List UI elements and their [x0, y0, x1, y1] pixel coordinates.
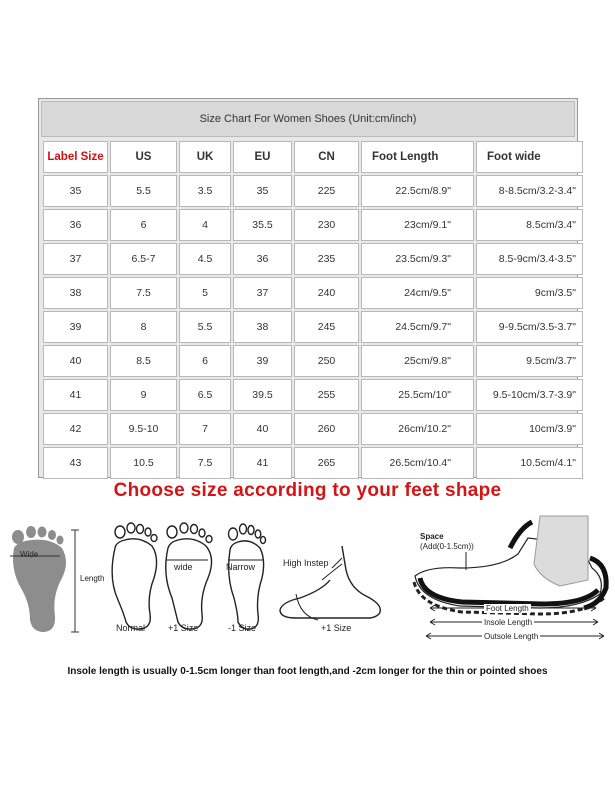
table-cell: 9cm/3.5"	[476, 277, 583, 309]
size-chart	[38, 98, 578, 478]
table-cell: 5.5	[179, 311, 231, 343]
table-cell: 8.5-9cm/3.4-3.5"	[476, 243, 583, 275]
high-instep-size-label: +1 Size	[321, 623, 352, 633]
table-cell: 250	[294, 345, 359, 377]
outsole-length-label: Outsole Length	[484, 632, 539, 641]
space-range-label: (Add(0-1.5cm))	[420, 542, 474, 551]
table-cell: 230	[294, 209, 359, 241]
table-cell: 35.5	[233, 209, 292, 241]
table-cell: 240	[294, 277, 359, 309]
foot-illustrations	[0, 508, 615, 643]
foot-length-label: Foot Length	[486, 604, 529, 613]
column-header: EU	[233, 141, 292, 173]
table-row	[43, 277, 583, 309]
wide-foot-label: wide	[174, 562, 193, 572]
column-header: Foot wide	[476, 141, 583, 173]
table-cell: 3.5	[179, 175, 231, 207]
narrow-foot-label: Narrow	[226, 562, 256, 572]
shoe-cross-section-icon	[414, 516, 606, 614]
insole-length-label: Insole Length	[484, 618, 533, 627]
table-cell: 36	[43, 209, 108, 241]
table-cell: 265	[294, 447, 359, 479]
table-cell: 40	[43, 345, 108, 377]
size-table	[41, 139, 585, 481]
table-cell: 38	[233, 311, 292, 343]
table-cell: 5.5	[110, 175, 177, 207]
table-cell: 8.5	[110, 345, 177, 377]
normal-label: Normal	[116, 623, 146, 633]
table-row	[43, 379, 583, 411]
table-cell: 10cm/3.9"	[476, 413, 583, 445]
table-cell: 10.5cm/4.1"	[476, 447, 583, 479]
table-cell: 7.5	[179, 447, 231, 479]
table-cell: 6.5	[179, 379, 231, 411]
table-cell: 35	[43, 175, 108, 207]
table-cell: 9.5-10	[110, 413, 177, 445]
table-cell: 24cm/9.5"	[361, 277, 474, 309]
table-row	[43, 243, 583, 275]
column-header: Label Size	[43, 141, 108, 173]
table-row	[43, 209, 583, 241]
table-cell: 7.5	[110, 277, 177, 309]
table-cell: 37	[233, 277, 292, 309]
table-row	[43, 175, 583, 207]
table-row	[43, 345, 583, 377]
table-cell: 260	[294, 413, 359, 445]
table-cell: 9.5-10cm/3.7-3.9"	[476, 379, 583, 411]
table-cell: 25.5cm/10"	[361, 379, 474, 411]
table-row	[43, 447, 583, 479]
table-cell: 26.5cm/10.4"	[361, 447, 474, 479]
choose-size-heading: Choose size according to your feet shape	[113, 480, 502, 501]
normal-foot-icon	[112, 523, 157, 629]
table-cell: 22.5cm/8.9"	[361, 175, 474, 207]
table-cell: 5	[179, 277, 231, 309]
table-cell: 23.5cm/9.3"	[361, 243, 474, 275]
column-header: CN	[294, 141, 359, 173]
table-cell: 42	[43, 413, 108, 445]
column-header: US	[110, 141, 177, 173]
table-cell: 41	[43, 379, 108, 411]
table-cell: 6	[110, 209, 177, 241]
table-cell: 6.5-7	[110, 243, 177, 275]
table-cell: 8	[110, 311, 177, 343]
table-cell: 39.5	[233, 379, 292, 411]
table-cell: 36	[233, 243, 292, 275]
plus-one-size-label: +1 Size	[168, 623, 199, 633]
table-cell: 235	[294, 243, 359, 275]
table-cell: 4.5	[179, 243, 231, 275]
sole-icon	[12, 526, 66, 632]
column-header: UK	[179, 141, 231, 173]
table-header-row	[43, 141, 583, 173]
table-cell: 24.5cm/9.7"	[361, 311, 474, 343]
table-cell: 225	[294, 175, 359, 207]
table-cell: 43	[43, 447, 108, 479]
insole-note: Insole length is usually 0-1.5cm longer than foot length,and -2cm longer for the thin or pointed shoes	[67, 666, 548, 677]
table-cell: 35	[233, 175, 292, 207]
table-cell: 8.5cm/3.4"	[476, 209, 583, 241]
table-cell: 9.5cm/3.7"	[476, 345, 583, 377]
table-cell: 6	[179, 345, 231, 377]
table-cell: 8-8.5cm/3.2-3.4"	[476, 175, 583, 207]
table-cell: 9-9.5cm/3.5-3.7"	[476, 311, 583, 343]
table-row	[43, 413, 583, 445]
table-cell: 23cm/9.1"	[361, 209, 474, 241]
high-instep-label: High Instep	[283, 558, 329, 568]
table-cell: 26cm/10.2"	[361, 413, 474, 445]
table-cell: 255	[294, 379, 359, 411]
table-cell: 38	[43, 277, 108, 309]
table-cell: 9	[110, 379, 177, 411]
space-label: Space	[420, 532, 444, 541]
table-cell: 41	[233, 447, 292, 479]
column-header: Foot Length	[361, 141, 474, 173]
wide-label: Wide	[20, 550, 39, 559]
table-cell: 25cm/9.8"	[361, 345, 474, 377]
table-row	[43, 311, 583, 343]
minus-one-size-label: -1 Size	[228, 623, 257, 633]
table-cell: 245	[294, 311, 359, 343]
table-cell: 4	[179, 209, 231, 241]
narrow-foot-icon	[229, 524, 266, 629]
wide-foot-icon	[166, 523, 212, 629]
chart-title: Size Chart For Women Shoes (Unit:cm/inch)	[41, 101, 575, 137]
table-cell: 39	[43, 311, 108, 343]
table-cell: 39	[233, 345, 292, 377]
table-cell: 37	[43, 243, 108, 275]
table-cell: 10.5	[110, 447, 177, 479]
length-label: Length	[80, 574, 105, 583]
table-cell: 7	[179, 413, 231, 445]
table-cell: 40	[233, 413, 292, 445]
